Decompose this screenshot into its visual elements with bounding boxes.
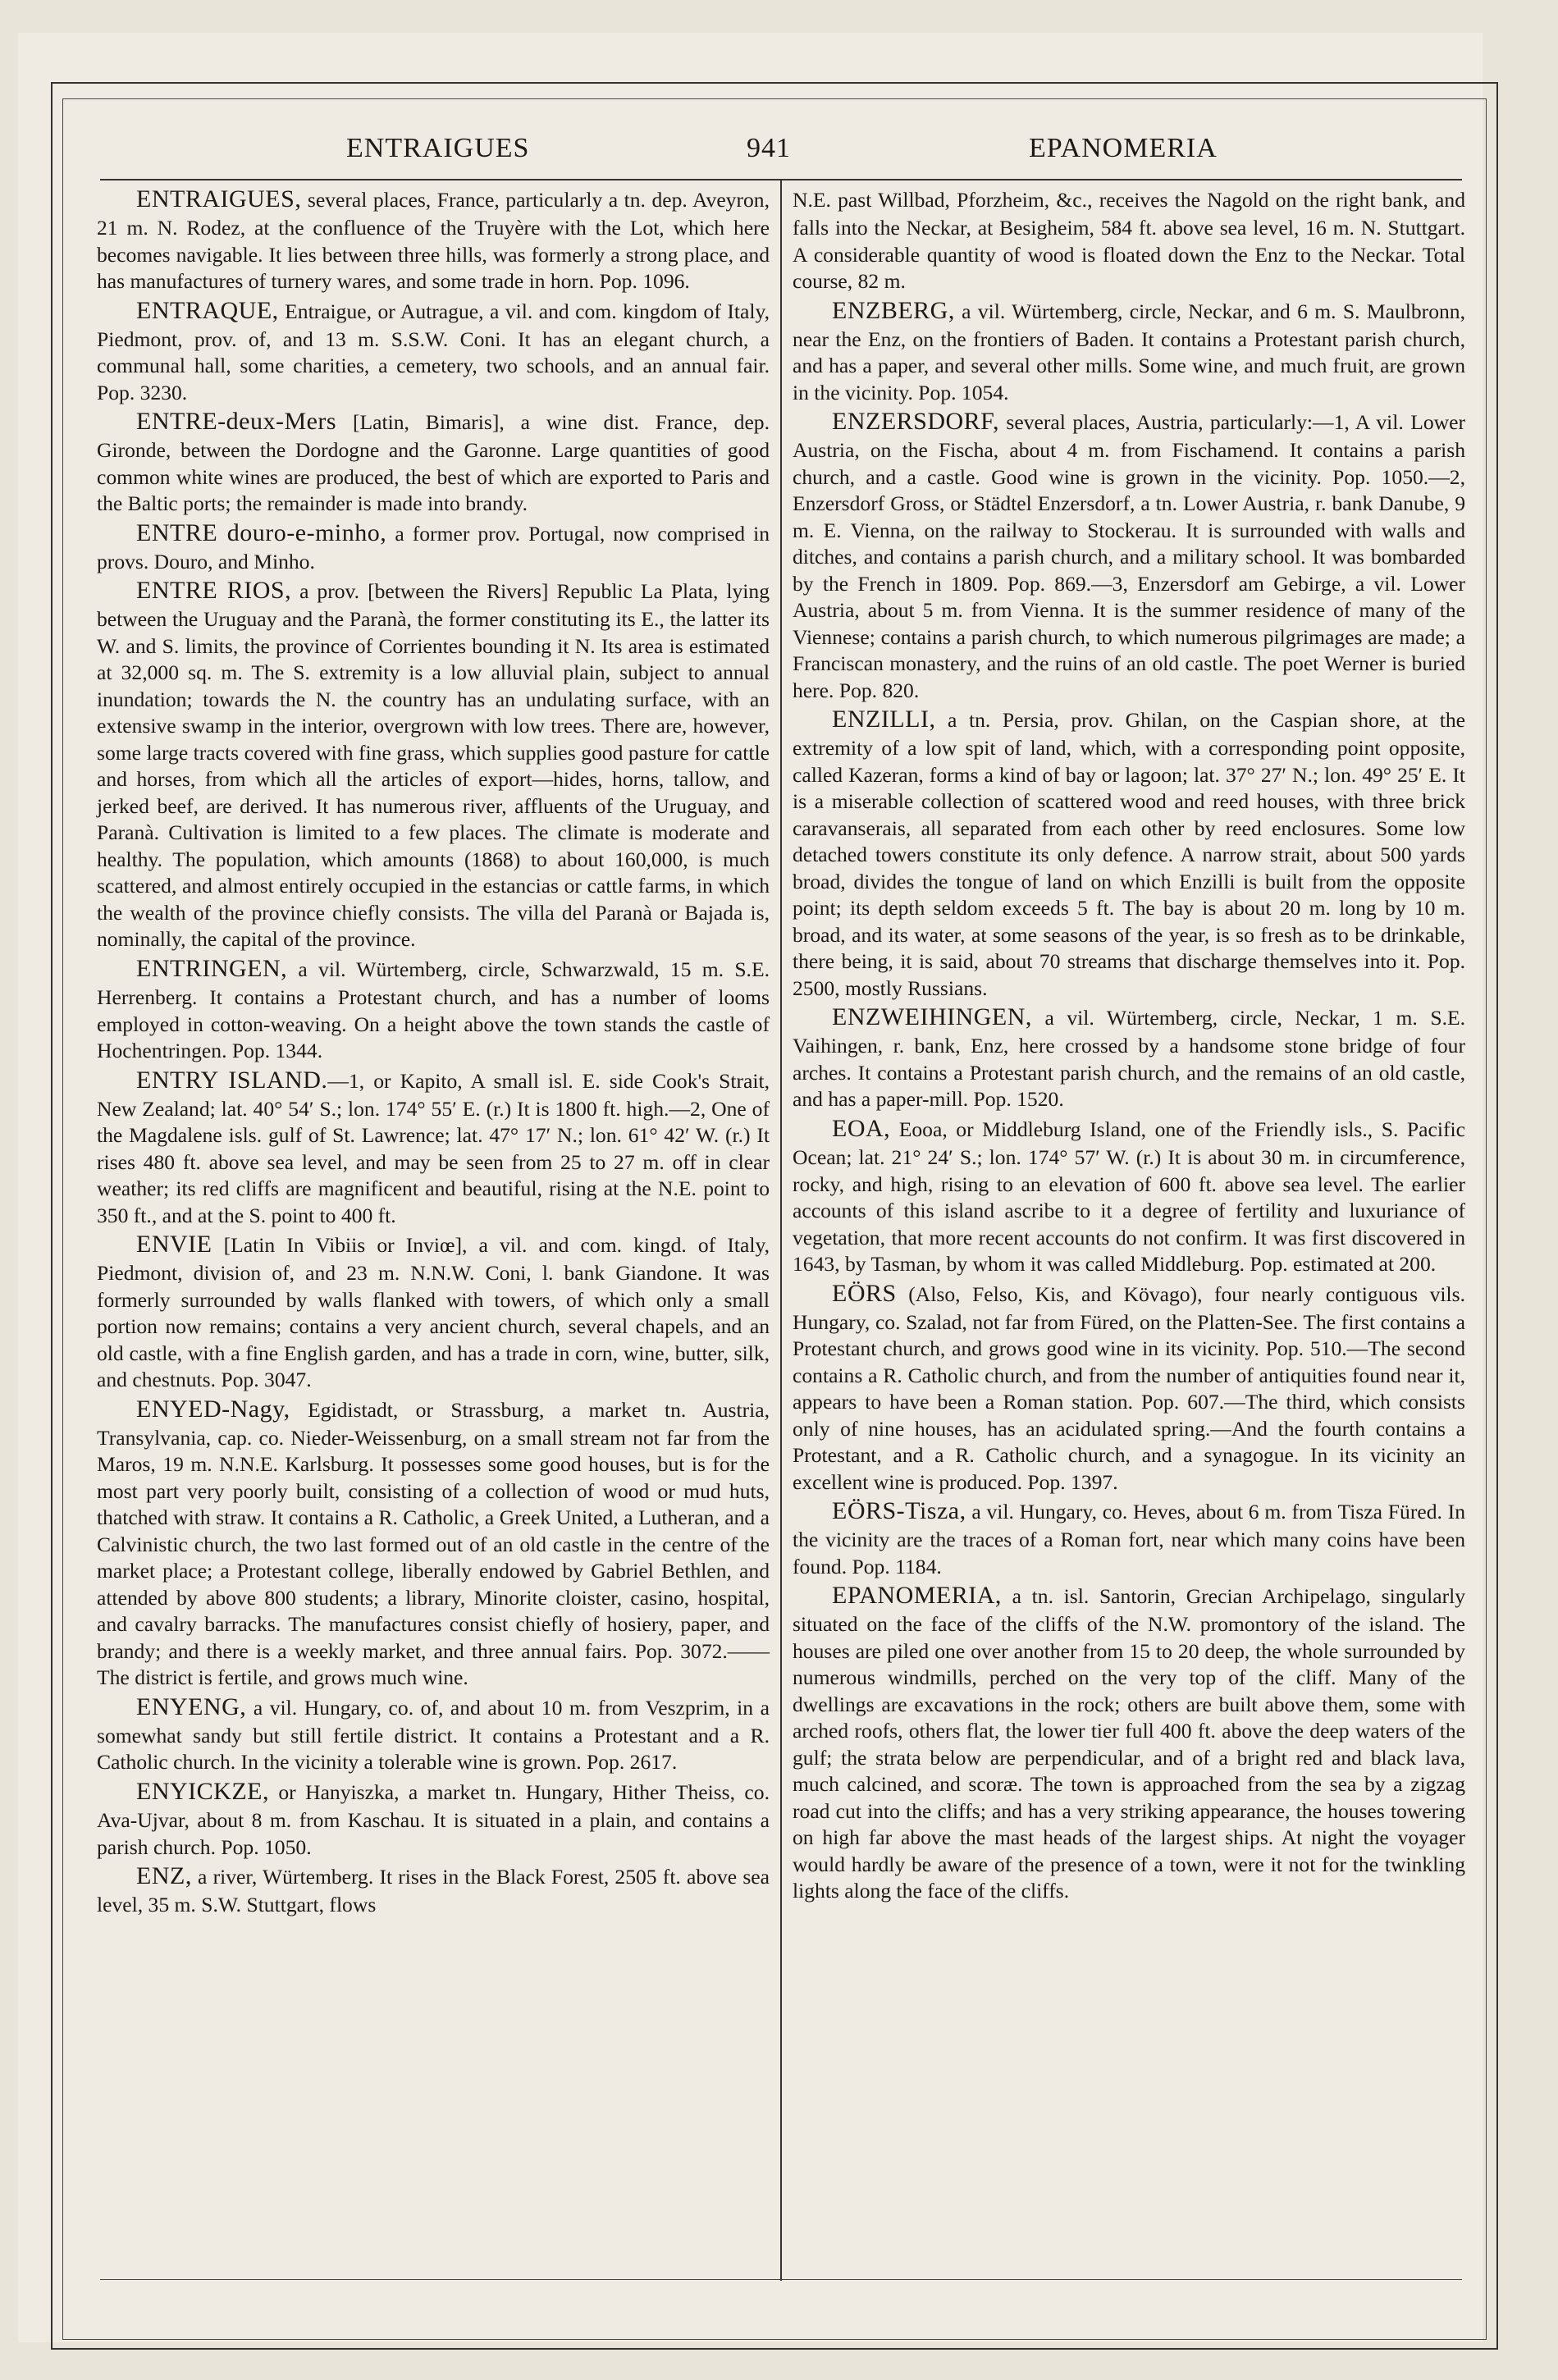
gazetteer-entry <box>97 1692 770 1776</box>
entry-text: or Hanyiszka, a market tn. Hungary, Hither Theiss, co. Ava-Ujvar, about 8 m. from Kaschau. It is situated in a plain, and contains a parish church. Pop. 1050. <box>97 1779 770 1859</box>
gazetteer-entry <box>793 1113 1465 1278</box>
entry-text: Egidistadt, or Strassburg, a market tn. Austria, Transylvania, cap. co. Nieder-Weissenburg, on a small stream not far from the Maros, 19 m. N.N.E. Karlsburg. It possesses some good houses, but is for the most part very poorly built, consisting of a collection of wood or mud huts, thatched with straw. It contains a R. Catholic, a Greek United, a Lutheran, and a Calvinistic church, the two last formed out of an old castle in the centre of the market place; a Protestant college, liberally endowed by Gabriel Bethlen, and attended by above 800 students; a library, Minorite cloister, casino, hospital, and cavalry barracks. The manufactures consist chiefly of hosiery, paper, and brandy; and there is a weekly market, and three annual fairs. Pop. 3072.——The district is fertile, and grows much wine. <box>97 1397 770 1690</box>
entry-headword: ENZWEIHINGEN, <box>832 1003 1032 1031</box>
entry-text: [Latin In Vibiis or Inviœ], a vil. and com. kingd. of Italy, Piedmont, division of, and 23 m. N.N.W. Coni, l. bank Giandone. It was formerly surrounded by walls flanked with towers, of which only a small portion now remains; contains a very ancient church, several chapels, and an old castle, with a fine English garden, and has a trade in corn, wine, butter, silk, and chestnuts. Pop. 3047. <box>97 1233 770 1392</box>
gazetteer-entry <box>793 1496 1465 1580</box>
gazetteer-entry <box>97 1394 770 1692</box>
entry-text: Entraigue, or Autrague, a vil. and com. kingdom of Italy, Piedmont, prov. of, and 13 m. S.S.W. Coni. It has an elegant church, a communal hall, some charities, a cemetery, two schools, and an annual fair. Pop. 3230. <box>97 299 770 404</box>
entry-text: a vil. Hungary, co. of, and about 10 m. from Veszprim, in a somewhat sandy but still fertile district. It contains a Protestant and a R. Catholic church. In the vicinity a tolerable wine is grown. Pop. 2617. <box>97 1695 770 1775</box>
gazetteer-entry <box>97 575 770 953</box>
running-head-right: EPANOMERIA <box>1029 133 1218 163</box>
entry-headword: EÖRS <box>832 1279 897 1307</box>
entry-headword: ENYICKZE, <box>136 1777 269 1805</box>
entry-text: [Latin, Bimaris], a wine dist. France, dep. Gironde, between the Dordogne and the Garonne. Large quantities of good common white wines are produced, the best of which are exported to Paris and the Baltic ports; the remainder is made into brandy. <box>97 410 770 516</box>
entry-headword: ENVIE <box>136 1231 212 1259</box>
gazetteer-entry <box>97 295 770 407</box>
running-head-left: ENTRAIGUES <box>346 133 530 163</box>
entry-headword: ENTRE RIOS, <box>136 577 292 605</box>
gazetteer-entry <box>97 406 770 518</box>
gazetteer-entry <box>97 1065 770 1230</box>
entry-text: a river, Würtemberg. It rises in the Black Forest, 2505 ft. above sea level, 35 m. S.W. Stuttgart, flows <box>97 1865 770 1917</box>
right-column <box>793 184 1465 1905</box>
gazetteer-entry <box>97 953 770 1065</box>
entry-text: a former prov. Portugal, now comprised in provs. Douro, and Minho. <box>97 521 770 573</box>
entry-headword: EÖRS-Tisza, <box>832 1497 966 1525</box>
gazetteer-entry <box>793 1278 1465 1496</box>
running-head <box>67 133 1482 172</box>
entry-text: a vil. Würtemberg, circle, Neckar, 1 m. S.E. Vaihingen, r. bank, Enz, here crossed by a handsome stone bridge of four arches. It contains a Protestant parish church, and the remains of an old castle, and has a paper-mill. Pop. 1520. <box>793 1006 1465 1112</box>
entry-headword: ENTRY ISLAND. <box>136 1066 328 1094</box>
entry-headword: ENYED-Nagy, <box>136 1395 290 1423</box>
gazetteer-entry <box>97 1861 770 1919</box>
page <box>18 33 1483 2342</box>
gazetteer-entry <box>793 406 1465 704</box>
gazetteer-entry <box>793 704 1465 1002</box>
entry-headword: EOA, <box>832 1114 891 1142</box>
entry-headword: ENTRAQUE, <box>136 296 279 324</box>
entry-headword: ENZBERG, <box>832 296 955 324</box>
entry-text: a vil. Würtemberg, circle, Neckar, and 6 m. S. Maulbronn, near the Enz, on the frontiers of Baden. It contains a Protestant parish church, and has a paper, and several other mills. Some wine, and much fruit, are grown in the vicinity. Pop. 1054. <box>793 299 1465 404</box>
entry-text: a vil. Würtemberg, circle, Schwarzwald, 15 m. S.E. Herrenberg. It contains a Protestant church, and has a number of looms employed in cotton-weaving. On a height above the town stands the castle of Hochentringen. Pop. 1344. <box>97 957 770 1063</box>
column-divider <box>780 180 782 2281</box>
entry-headword: ENZILLI, <box>832 706 936 733</box>
entry-text: a prov. [between the Rivers] Republic La Plata, lying between the Uruguay and the Paranà, the former constituting its E., the latter its W. and S. limits, the province of Corrientes bounding it N. Its area is estimated at 32,000 sq. m. The S. extremity is a low alluvial plain, subject to annual inundation; towards the N. the country has an undulating surface, with an extensive swamp in the interior, overgrown with low trees. There are, however, some large tracts covered with fine grass, which supplies good pasture for cattle and horses, from which all the articles of export—hides, horns, tallow, and jerked beef, are derived. It has numerous river, affluents of the Uruguay, and Paranà. Cultivation is limited to a few places. The climate is moderate and healthy. The population, which amounts (1868) to about 160,000, is much scattered, and almost entirely occupied in the estancias or cattle farms, in which the wealth of the province chiefly consists. The villa del Paranà or Bajada is, nominally, the capital of the province. <box>97 579 770 952</box>
entry-text: —1, or Kapito, A small isl. E. side Cook's Strait, New Zealand; lat. 40° 54′ S.; lon. 174° 55′ E. (r.) It is 1800 ft. high.—2, One of the Magdalene isls. gulf of St. Lawrence; lat. 47° 17′ N.; lon. 61° 42′ W. (r.) It rises 480 ft. above sea level, and may be seen from 25 to 27 m. off in clear weather; its red cliffs are magnificent and beautiful, rising at the N.E. point to 350 ft., and at the S. point to 400 ft. <box>97 1068 770 1227</box>
entry-headword: ENTRE-deux-Mers <box>136 408 337 436</box>
entry-headword: ENYENG, <box>136 1692 247 1720</box>
entry-headword: ENZERSDORF, <box>832 408 999 436</box>
entry-text: a vil. Hungary, co. Heves, about 6 m. from Tisza Füred. In the vicinity are the traces of a Roman fort, near which many coins have been found. Pop. 1184. <box>793 1500 1465 1578</box>
entry-text: Eooa, or Middleburg Island, one of the Friendly isls., S. Pacific Ocean; lat. 21° 24′ S.; lon. 174° 57′ W. (r.) It is about 30 m. in circumference, rocky, and high, rising to an elevation of 600 ft. above sea level. The earlier accounts of this island ascribe to it a degree of fertility and luxuriance of vegetation, that more recent accounts do not confirm. It was first discovered in 1643, by Tasman, by whom it was called Middleburg. Pop. estimated at 200. <box>793 1117 1465 1277</box>
gazetteer-entry <box>97 1229 770 1394</box>
gazetteer-entry <box>97 1776 770 1861</box>
entry-text: several places, France, particularly a tn. dep. Aveyron, 21 m. N. Rodez, at the confluence of the Truyère with the Lot, which here becomes navigable. It lies between three hills, was formerly a strong place, and has manufactures of turnery wares, and some trade in horn. Pop. 1096. <box>97 188 770 294</box>
entry-headword: ENTRE douro-e-minho, <box>136 518 387 546</box>
footer-rule <box>100 2279 1462 2280</box>
entry-text: a tn. Persia, prov. Ghilan, on the Caspian shore, at the extremity of a low spit of land, which, with a corresponding point opposite, called Kazeran, forms a kind of bay or lagoon; lat. 37° 27′ N.; lon. 49° 25′ E. It is a miserable collection of scattered wood and reed houses, with three brick caravanserais, all separated from each other by reed enclosures. Some low detached towers constitute its only defence. A narrow strait, about 500 yards broad, divides the tongue of land on which Enzilli is built from the opposite point; its depth seldom exceeds 5 ft. The bay is about 20 m. long by 10 m. broad, and its water, at some seasons of the year, is so fresh as to be drinkable, there being, it is said, about 70 streams that discharge themselves into it. Pop. 2500, mostly Russians. <box>793 708 1465 1000</box>
entry-headword: ENTRINGEN, <box>136 954 288 982</box>
gazetteer-entry <box>793 295 1465 407</box>
left-column <box>97 184 770 1919</box>
gazetteer-entry <box>793 1002 1465 1113</box>
gazetteer-entry <box>97 184 770 295</box>
entry-text: a tn. isl. Santorin, Grecian Archipelago, singularly situated on the face of the cliffs of the N.W. promontory of the island. The houses are piled one over another from 15 to 20 deep, the whole surrounded by numerous windmills, perched on the very top of the cliff. Many of the dwellings are excavations in the rock; others are built above them, some with arched roofs, others flat, the lower tier full 400 ft. above the deep waters of the gulf; the strata below are perpendicular, and of a bright red and black lava, much calcined, and scoræ. The town is approached from the sea by a zigzag road cut into the cliffs; and has a very striking appearance, the houses towering on high far above the mast heads of the largest ships. At night the voyager would hardly be aware of the presence of a town, were it not for the twinkling lights along the face of the cliffs. <box>793 1584 1465 1903</box>
entry-text: N.E. past Willbad, Pforzheim, &c., receives the Nagold on the right bank, and falls into the Neckar, at Besigheim, 584 ft. above sea level, 16 m. N. Stuttgart. A considerable quantity of wood is floated down the Enz to the Neckar. Total course, 82 m. <box>793 188 1465 294</box>
page-number: 941 <box>747 133 791 163</box>
entry-text: (Also, Felso, Kis, and Kövago), four nearly contiguous vils. Hungary, co. Szalad, not far from Füred, on the Platten-See. The first contains a Protestant church, and grows good wine in its vicinity. Pop. 510.—The second contains a R. Catholic church, and from the number of antiquities found near it, appears to have been a Roman station. Pop. 607.—The third, which consists only of nine houses, has an acidulated spring.—And the fourth contains a Protestant, and a R. Catholic church, and a synagogue. In its vicinity an excellent wine is produced. Pop. 1397. <box>793 1281 1465 1494</box>
gazetteer-entry <box>97 518 770 576</box>
gazetteer-entry <box>793 184 1465 295</box>
entry-headword: EPANOMERIA, <box>832 1582 1002 1610</box>
gazetteer-entry <box>793 1580 1465 1905</box>
entry-text: several places, Austria, particularly:—1, A vil. Lower Austria, on the Fischa, about 4 m. from Fischamend. It contains a parish church, and a castle. Good wine is grown in the vicinity. Pop. 1050.—2, Enzersdorf Gross, or Städtel Enzersdorf, a tn. Lower Austria, r. bank Danube, 9 m. E. Vienna, on the railway to Stockerau. It is surrounded with walls and ditches, and contains a parish church, and a military school. It was bombarded by the French in 1809. Pop. 869.—3, Enzersdorf am Gebirge, a vil. Lower Austria, about 5 m. from Vienna. It is the summer residence of many of the Viennese; contains a parish church, to which numerous pilgrimages are made; a Franciscan monastery, and the ruins of an old castle. The poet Werner is buried here. Pop. 820. <box>793 410 1465 702</box>
entry-headword: ENZ, <box>136 1862 192 1890</box>
entry-headword: ENTRAIGUES, <box>136 185 302 212</box>
